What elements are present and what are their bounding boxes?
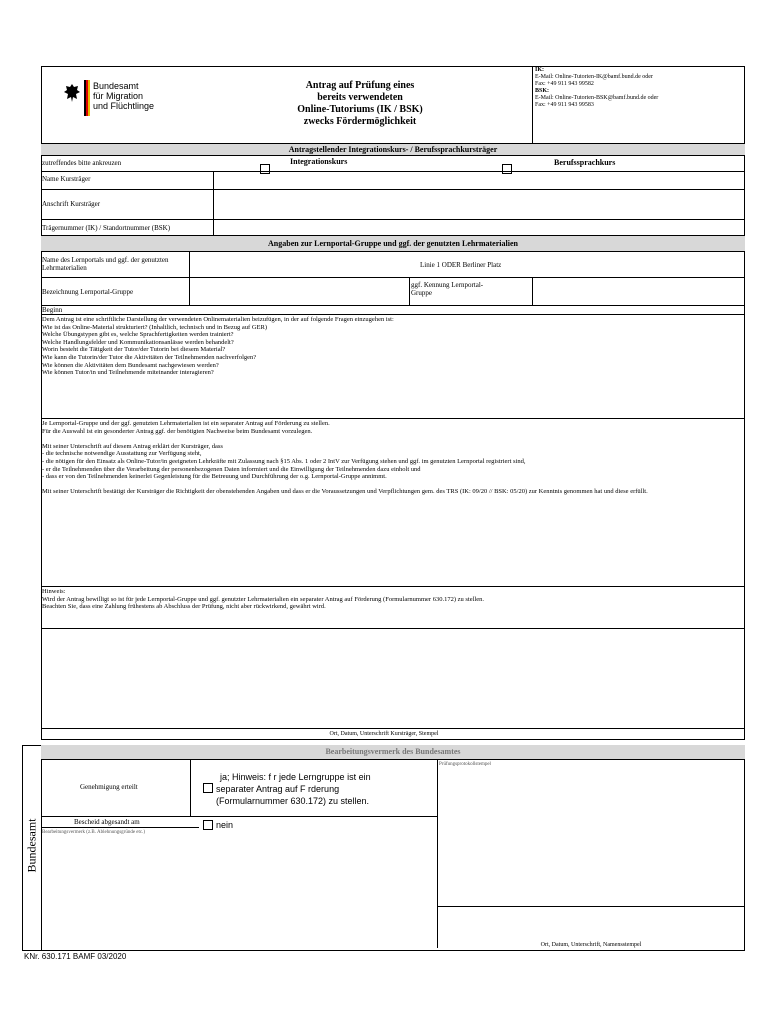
office-signature-label: Ort, Datum, Unterschrift, Namensstempel [540,942,642,948]
id-label: ggf. Kennung Lernportal-Gruppe [411,281,484,297]
section-portal-heading: Angaben zur Lernportal-Gruppe und ggf. der genutzten Lehrmaterialien [41,235,745,252]
sent-date-field[interactable] [190,817,200,827]
address-field[interactable] [214,190,744,219]
office-signature-area[interactable] [438,907,744,940]
number-field[interactable] [214,220,744,235]
no-option-text: nein [216,820,234,830]
applicant-signature-area[interactable] [42,629,744,727]
form-title: Antrag auf Prüfung eines bereits verwendeten Online-Tutoriums (IK / BSK) zwecks Fördermöglichkeit [297,80,423,127]
option-integrationskurs: Integrationskurs [290,157,348,166]
questions-block: Dem Antrag ist eine schriftliche Darstellung der verwendeten Onlinematerialien beizufügen, in der auf folgende Fragen einzugehen ist: Wie ist das Online-Material strukturiert? (Inhaltlich, technisch und in Bezug auf GER) Welche Übungstypen gibt es, welche Sprachfertigkeiten werden trainiert? Welche Handlungsfelder und Kommunikationsanlässe werden behandelt? Worin besteht die Tätigkeit der Tutor/der Tutorin bei diesem Material? Wie kann die Tutorin/der Tutor die Aktivitäten der Teilnehmenden nachverfolgen? Wie können die Aktivitäten dem Bundesamt nachgewiesen werden? Wie können Tutor/in und Teilnehmende miteinander interagieren? [42,316,394,377]
group-label: Bezeichnung Lernportal-Gruppe [42,288,134,296]
checkbox-yes[interactable] [203,783,213,793]
address-label: Anschrift Kursträger [42,200,101,208]
portal-label: Name des Lernportals und ggf. der genutzten Lehrmaterialien [42,256,169,272]
office-heading: Bearbeitungsvermerk des Bundesamtes [41,745,745,760]
section-applicant-heading: Antragstellender Integrationskurs- / Berufssprachkursträger [41,143,745,156]
hint-block: Hinweis: Wird der Antrag bewilligt so ist für jede Lernportal-Gruppe und ggf. genutzter Lehrmaterialien ein separater Antrag auf Förderung (Formularnummer 630.172) zu stellen. Beachten Sie, dass eine Zahlung frühestens ab Abschluss der Prüfung, nicht aber rückwirkend, gewährt wird. [42,588,484,611]
remark-field[interactable] [42,836,436,946]
portal-value[interactable]: Linie 1 ODER Berliner Platz [420,261,502,269]
contact-divider [532,66,533,143]
id-field[interactable] [533,278,744,304]
number-label: Trägernummer (IK) / Standortnummer (BSK) [42,224,171,232]
applicant-signature-label: Ort, Datum, Unterschrift Kursträger, Stempel [329,731,439,737]
cross-instruction: zutreffendes bitte ankreuzen [42,159,122,167]
approval-label: Genehmigung erteilt [80,783,138,791]
agency-name: Bundesamt für Migration und Flüchtlinge [93,81,155,111]
begin-label: Beginn [42,306,63,314]
federal-eagle-logo [64,83,80,103]
yes-option-text: ja; Hinweis: f r jede Lerngruppe ist ein separater Antrag auf F rderung (Formularnummer 630.172) zu stellen. [216,772,371,806]
name-label: Name Kursträger [42,175,91,183]
office-side-label: Bundesamt [24,818,39,873]
option-berufssprachkurs: Berufssprachkurs [554,158,616,167]
form-code: KNr. 630.171 BAMF 03/2020 [24,952,127,961]
remark-label: Bearbeitungsvermerk (z.B. Ablehnungsgründe etc.) [42,830,146,835]
declaration-block: Je Lernportal-Gruppe und der ggf. genutzten Lehrmaterialien ist ein separater Antrag auf Förderung zu stellen. Für die Auswahl ist ein gesonderter Antrag ggf. der benötigten Nachweise beim Bundesamt vorzulegen. Mit seiner Unterschrift auf diesem Antrag erklärt der Kursträger, dass - die technische notwendige Ausstattung zur Verfügung steht, - die nötigen für den Einsatz als Online-Tutor/in geeigneten Lehrkräfte mit Zulassung nach §15 Abs. 1 oder 2 IntV zur Verfügung stehen und ggf. im genutzten Lernportal registriert sind, - er die Teilnehmenden über die Verarbeitung der personenbezogenen Daten informiert und die Einwilligung der Teilnehmenden dazu einholt und - dass er von den Teilnehmenden keinerlei Gegenleistung für die Betreuung und Durchführung der o.g. Lernportal-Gruppe annimmt. Mit seiner Unterschrift bestätigt der Kursträger die Richtigkeit der obenstehenden Angaben und dass er die Voraussetzungen und Verpflichtungen gem. des TRS (IK: 09/20 // BSK: 05/20) zur Kenntnis genommen hat und diese erfüllt. [42,420,648,496]
name-field[interactable] [214,172,744,189]
group-field[interactable] [190,278,409,304]
contact-info: IK: E-Mail: Online-Tutorien-IK@bamf.bund.de oder Fax: +49 911 943 99582 BSK: E-Mail: Online-Tutorien-BSK@bamf.bund.de oder Fax: +49 911 943 99583 [535,67,659,108]
checkbox-no[interactable] [203,820,213,830]
sent-label: Bescheid abgesandt am [74,818,140,826]
logo-bar-gold [88,80,90,116]
stamp-label: Prüfungsprotokollstempel [439,762,491,767]
